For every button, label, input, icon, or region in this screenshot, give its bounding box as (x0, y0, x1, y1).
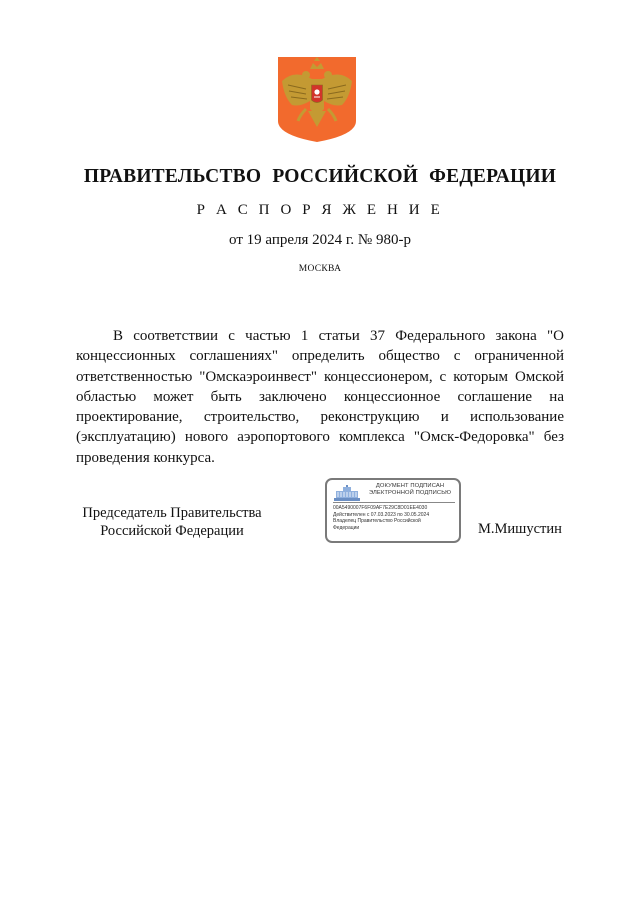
stamp-owner-line-2: Федерации (333, 524, 360, 531)
stamp-details (333, 505, 459, 531)
signer-position (64, 504, 280, 540)
stamp-validity: Действителен с 07.03.2023 по 30.05.2024 (333, 511, 430, 518)
signer-name: М.Мишустин (478, 521, 562, 537)
document-type: Р А С П О Р Я Ж Е Н И Е (196, 202, 444, 218)
document-date-number: от 19 апреля 2024 г. № 980-р (229, 232, 411, 248)
order-text: В соответствии с частью 1 статьи 37 Федерального закона "О концессионных соглашениях" определить общество с ограниченной ответственностью "Омскаэроинвест" концессионером, с которым Омской областью может быть заключено концессионное соглашение на проектирование, строительство, реконструкцию и использование (эксплуатацию) нового аэропортового комплекса "Омск-Федоровка" без проведения конкурса. (76, 328, 564, 466)
stamp-owner-line-1: Владелец Правительство Российской (333, 518, 421, 524)
stamp-divider (333, 502, 455, 503)
government-title: ПРАВИТЕЛЬСТВО РОССИЙСКОЙ ФЕДЕРАЦИИ (83, 166, 557, 187)
electronic-signature-stamp (325, 478, 461, 543)
signer-position-line-2: Российской Федерации (100, 523, 244, 539)
stamp-heading (361, 483, 459, 497)
stamp-heading-line-2: ЭЛЕКТРОННОЙ ПОДПИСЬЮ (368, 490, 452, 497)
signer-position-line-1: Председатель Правительства (82, 505, 262, 521)
stamp-heading-line-1: ДОКУМЕНТ ПОДПИСАН (375, 483, 445, 489)
russian-coat-of-arms-icon (276, 55, 358, 143)
document-city: МОСКВА (298, 264, 342, 274)
government-building-icon (334, 485, 360, 501)
stamp-certificate: 00A5490007F6F09AF7E29C8D01EE4030 (333, 505, 428, 511)
